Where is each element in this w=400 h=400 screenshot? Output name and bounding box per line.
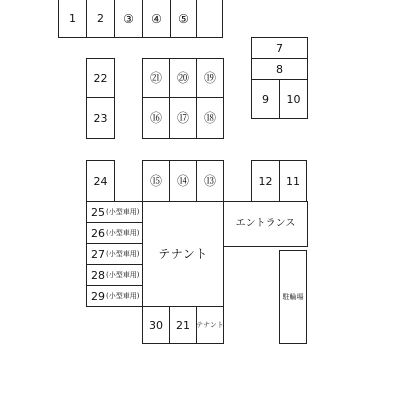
parking-spot-1: 1 xyxy=(58,0,87,38)
tenant-main: テナント xyxy=(142,201,224,307)
parking-spot-5: ⑤ xyxy=(170,0,197,38)
parking-spot-20: ⑳ xyxy=(169,58,197,98)
parking-spot-26 xyxy=(86,222,143,244)
parking-spot-12: 12 xyxy=(251,160,280,202)
parking-spot-14: ⑭ xyxy=(169,160,197,202)
spot-note: (小型車用) xyxy=(106,228,140,237)
parking-spot-17: ⑰ xyxy=(169,97,197,139)
parking-spot-2: 2 xyxy=(86,0,115,38)
spot-number: 26 xyxy=(91,226,105,240)
parking-spot-9: 9 xyxy=(251,79,280,119)
parking-spot-23: 23 xyxy=(86,97,115,139)
parking-spot-4: ④ xyxy=(142,0,171,38)
parking-spot-19: ⑲ xyxy=(196,58,224,98)
parking-spot-28 xyxy=(86,264,143,286)
parking-spot-21-circled: ㉑ xyxy=(142,58,170,98)
parking-spot-10: 10 xyxy=(279,79,308,119)
parking-spot-3: ③ xyxy=(114,0,143,38)
spot-number: 29 xyxy=(91,289,105,303)
spot-note: (小型車用) xyxy=(106,207,140,216)
entrance: エントランス xyxy=(223,201,308,247)
spot-number: 25 xyxy=(91,205,105,219)
parking-spot-18: ⑱ xyxy=(196,97,224,139)
spot-note: (小型車用) xyxy=(106,249,140,258)
tenant-small: テナント xyxy=(196,306,224,344)
parking-spot-8: 8 xyxy=(251,58,308,80)
parking-spot-15: ⑮ xyxy=(142,160,170,202)
parking-spot-24: 24 xyxy=(86,160,115,202)
spot-note: (小型車用) xyxy=(106,291,140,300)
parking-spot-25 xyxy=(86,201,143,223)
parking-spot-21: 21 xyxy=(169,306,197,344)
parking-spot-27 xyxy=(86,243,143,265)
parking-spot-29 xyxy=(86,285,143,307)
parking-spot-16: ⑯ xyxy=(142,97,170,139)
parking-spot-30: 30 xyxy=(142,306,170,344)
bicycle-parking: 駐輪場 xyxy=(279,250,307,344)
parking-spot-7: 7 xyxy=(251,37,308,59)
parking-spot-22: 22 xyxy=(86,58,115,98)
parking-spot-13: ⑬ xyxy=(196,160,224,202)
spot-number: 27 xyxy=(91,247,105,261)
spot-note: (小型車用) xyxy=(106,270,140,279)
parking-spot-11: 11 xyxy=(279,160,307,202)
spot-number: 28 xyxy=(91,268,105,282)
parking-spot-blank xyxy=(196,0,223,38)
